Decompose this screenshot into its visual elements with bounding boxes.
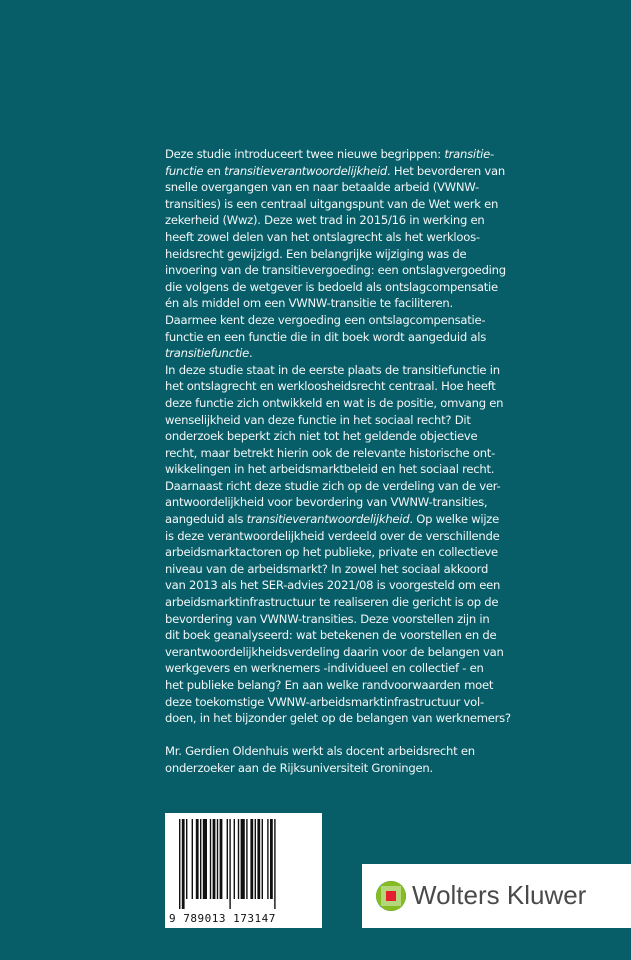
text-segment: werkgevers en werknemers -individueel en collectief - en <box>165 661 484 676</box>
publisher-name: Wolters Kluwer <box>412 880 587 910</box>
text-segment: zekerheid (Wwz). Deze wet trad in 2015/16 in werking en <box>165 213 485 228</box>
barcode-bar <box>234 819 235 899</box>
text-segment: van 2013 als het SER-advies 2021/08 is voorgesteld om een <box>165 578 501 593</box>
text-segment: . Op welke wijze <box>409 512 500 527</box>
back-cover-blurb <box>165 146 511 777</box>
barcode-bar <box>182 819 185 909</box>
text-line <box>165 362 500 379</box>
text-segment: arbeidsmarktinfrastructuur te realiseren die gericht is op de <box>165 595 499 610</box>
text-line <box>165 312 495 329</box>
text-line <box>165 262 506 279</box>
barcode-bar <box>250 819 253 899</box>
text-line <box>165 660 495 677</box>
text-line <box>165 611 495 628</box>
text-line <box>165 445 495 462</box>
text-line <box>165 627 495 644</box>
barcode-bar <box>270 819 273 899</box>
text-segment: wenselijkheid van deze functie in het sociaal recht? Dit <box>165 412 471 427</box>
text-line <box>165 478 501 495</box>
text-line <box>165 710 511 727</box>
blurb-paragraph <box>165 146 506 362</box>
text-line <box>165 378 495 395</box>
barcode-bars <box>179 819 313 909</box>
wolters-kluwer-globe-icon <box>375 880 407 912</box>
barcode-bar <box>274 819 275 909</box>
italic-term: transitiefunctie <box>165 346 249 361</box>
barcode-bar <box>246 819 247 899</box>
barcode-bar <box>257 819 260 899</box>
text-line <box>165 428 495 445</box>
text-line <box>165 561 495 578</box>
text-segment: doen, in het bijzonder gelet op de belangen van werknemers? <box>165 711 511 726</box>
italic-term: transitie- <box>444 147 494 161</box>
barcode-bar <box>227 819 228 899</box>
text-segment: verantwoordelijkheidsverdeling daarin voor de belangen van <box>165 644 504 659</box>
barcode-bar <box>196 819 199 899</box>
text-segment: én als middel om een VWNW-transitie te faciliteren. <box>165 296 453 311</box>
text-segment: Daarnaast richt deze studie zich op de verdeling van de ver- <box>165 478 501 493</box>
paragraph-gap <box>165 727 495 744</box>
barcode-bar <box>203 819 207 899</box>
text-line <box>165 295 495 312</box>
text-line <box>165 246 495 263</box>
italic-term: transitieverantwoordelijkheid <box>246 512 410 527</box>
blurb-paragraph <box>165 362 511 727</box>
text-segment: Deze studie introduceert twee nieuwe begrippen: <box>165 147 445 161</box>
barcode-bar <box>210 819 211 899</box>
text-line <box>165 577 501 594</box>
text-segment: deze functie zich ontwikkeld en wat is de positie, omvang en <box>165 395 504 410</box>
text-segment: Daarmee kent deze vergoeding een ontslagcompensatie- <box>165 312 486 327</box>
barcode-bar <box>179 819 180 909</box>
text-segment: recht, maar betrekt hierin ook de relevante historische ont- <box>165 445 496 460</box>
text-segment: transities) is een centraal uitgangspunt van de Wet werk en <box>165 196 499 211</box>
text-line <box>165 395 504 412</box>
italic-term: transitieverantwoordelijkheid <box>224 163 387 178</box>
text-segment: invoering van de transitievergoeding: een ontslagvergoeding <box>165 263 506 278</box>
text-segment: niveau van de arbeidsmarkt? In zowel het sociaal akkoord <box>165 561 489 576</box>
text-segment: . Het bevorderen van <box>386 163 505 178</box>
barcode-bar <box>200 819 201 899</box>
isbn-number: 9 789013 173147 <box>169 912 276 925</box>
barcode-bar <box>241 819 245 899</box>
barcode-bar <box>220 819 223 899</box>
publisher-logo <box>362 864 631 928</box>
text-segment: . <box>248 346 253 361</box>
text-segment: is deze verantwoordelijkheid verdeeld over de verschillende <box>165 528 500 543</box>
text-line <box>165 494 495 511</box>
text-line <box>165 461 495 478</box>
text-segment: en <box>203 163 225 178</box>
text-line <box>165 511 500 528</box>
text-segment: onderzoek beperkt zich niet tot het geldende objectieve <box>165 429 478 444</box>
text-segment: antwoordelijkheid voor bevordering van VWNW-transities, <box>165 495 488 510</box>
text-segment: het publieke belang? En aan welke randvoorwaarden moet <box>165 678 494 692</box>
text-segment: arbeidsmarktactoren op het publieke, private en collectieve <box>165 545 498 560</box>
text-line <box>165 345 495 362</box>
barcode-bar <box>192 819 193 899</box>
text-segment: onderzoeker aan de Rijksuniversiteit Groningen. <box>165 760 433 775</box>
text-line <box>165 146 495 163</box>
text-line <box>165 677 495 694</box>
text-line <box>165 212 495 229</box>
barcode-bar <box>213 819 216 899</box>
text-segment: In deze studie staat in de eerste plaats de transitiefunctie in <box>165 362 500 377</box>
text-line <box>165 528 500 545</box>
barcode-bar <box>229 819 230 909</box>
text-segment: wikkelingen in het arbeidsmarktbeleid en het sociaal recht. <box>165 462 495 477</box>
text-line <box>165 163 505 180</box>
text-segment: snelle overgangen van en naar betaalde arbeid (VWNW- <box>165 180 479 195</box>
barcode-bar <box>267 819 268 899</box>
blurb-paragraph <box>165 743 495 776</box>
barcode-bar <box>262 819 263 899</box>
text-segment: heeft zowel delen van het ontslagrecht als het werkloos- <box>165 229 480 244</box>
text-line <box>165 279 498 296</box>
text-segment: Mr. Gerdien Oldenhuis werkt als docent arbeidsrecht en <box>165 744 475 759</box>
text-segment: het ontslagrecht en werkloosheidsrecht centraal. Hoe heeft <box>165 379 496 394</box>
italic-term: functie <box>165 163 204 178</box>
text-line <box>165 743 495 760</box>
barcode-bar <box>255 819 256 899</box>
barcode-bar <box>238 819 239 899</box>
text-segment: functie en een functie die in dit boek wordt aangeduid als <box>165 329 487 344</box>
text-line <box>165 760 495 777</box>
text-segment: bevordering van VWNW-transities. Deze voorstellen zijn in <box>165 611 490 626</box>
text-line <box>165 544 498 561</box>
barcode-bar <box>186 819 187 899</box>
isbn-barcode <box>165 813 322 928</box>
text-line <box>165 179 495 196</box>
text-line <box>165 329 495 346</box>
text-line <box>165 196 499 213</box>
text-line <box>165 594 499 611</box>
text-line <box>165 412 495 429</box>
text-segment: heidsrecht gewijzigd. Een belangrijke wijziging was de <box>165 246 467 261</box>
text-segment: dit boek geanalyseerd: wat betekenen de voorstellen en de <box>165 628 497 643</box>
text-line <box>165 644 504 661</box>
text-line <box>165 694 495 711</box>
text-segment: deze toekomstige VWNW-arbeidsmarktinfrastructuur vol- <box>165 694 484 709</box>
barcode-bar <box>217 819 218 899</box>
text-line <box>165 229 495 246</box>
text-segment: aangeduid als <box>165 512 247 527</box>
text-segment: die volgens de wetgever is bedoeld als ontslagcompensatie <box>165 279 498 294</box>
